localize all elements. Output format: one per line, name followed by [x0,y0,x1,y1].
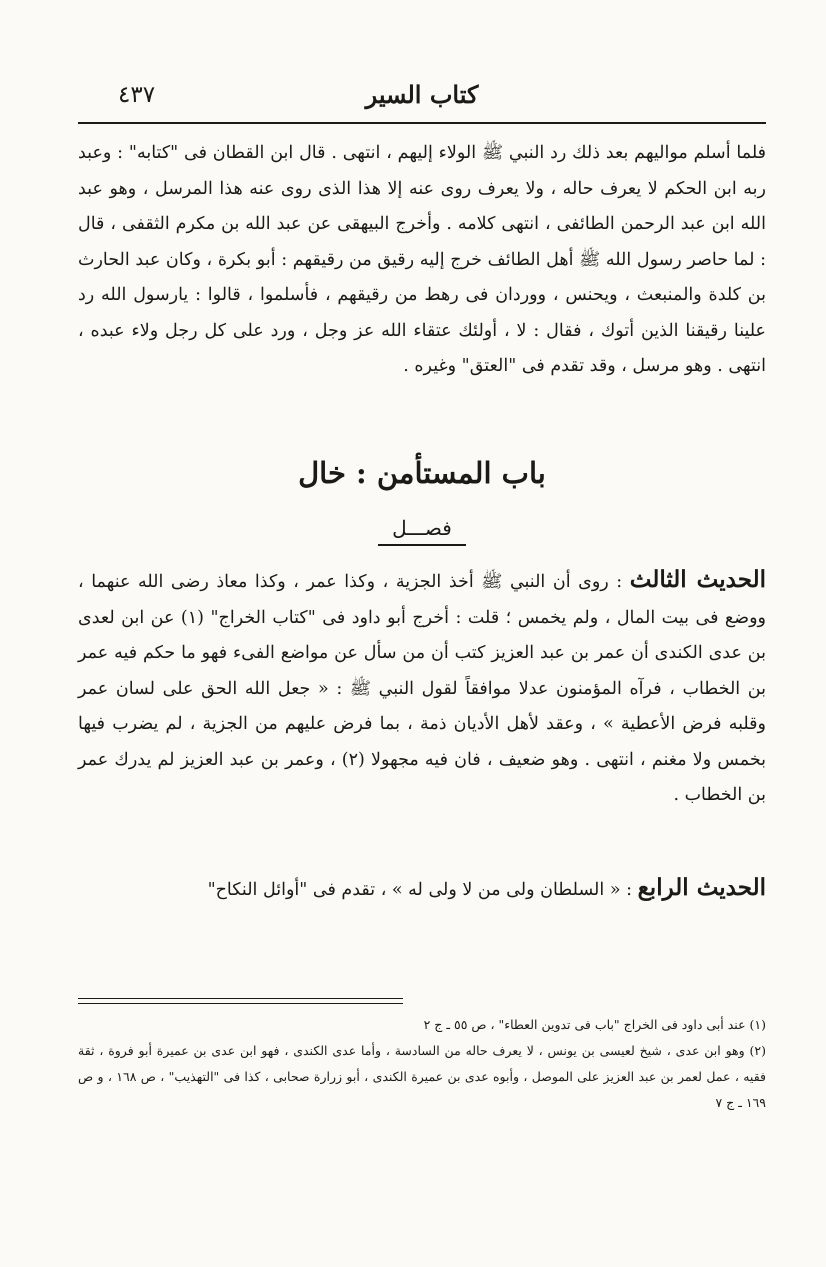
hadith-4-heading: الحديث الرابع [637,874,766,901]
running-title: كتاب السير [365,80,479,109]
footnotes [78,1012,766,1116]
section-title-label: فصـــل [378,516,466,546]
page-number: ٤٣٧ [118,82,156,108]
book-page [78,0,766,1267]
footnote-rule-double [78,1003,403,1004]
footnote-2: (٢) وهو ابن عدى ، شيخ لعيسى بن يونس ، لا يعرف حاله من السادسة ، وأما عدى الكندى ، فهو ابن عدى بن عميرة أبو فروة ، ثقة فقيه ، عمل لعمر بن عبد العزيز على الموصل ، وأبوه عدى بن عميرة الكندى ، أبو زرارة صحابى ، كذا فى "التهذيب" ، ص ١٦٨ ، و ص ١٦٩ ـ ج ٧ [78,1043,767,1110]
hadith-3-paragraph [78,562,766,814]
hadith-4-text: : « السلطان ولى من لا ولى له » ، تقدم فى "أوائل النكاح" [207,880,632,900]
page-header [78,80,766,114]
header-rule [78,122,766,124]
hadith-4-paragraph [78,870,766,909]
footnote-rule [78,998,403,999]
chapter-title: باب المستأمن : خال [298,456,546,490]
footnote-1: (١) عند أبى داود فى الخراج "باب فى تدوين العطاء" ، ص ٥٥ ـ ج ٢ [423,1017,766,1032]
section-title [78,516,766,540]
hadith-3-heading: الحديث الثالث [629,566,766,593]
hadith-3-text: : روى أن النبي ﷺ أخذ الجزية ، وكذا عمر ، وكذا معاذ رضى الله عنهما ، ووضع فى بيت المال ، ولم يخمس ؛ قلت : أخرج أبو داود فى "كتاب الخراج" (١) عن ابن لعدى بن عدى الكندى أن عمر بن عبد العزيز كتب أن من سأل عن مواضع الفىء فهو ما حكم فيه عمر بن الخطاب ، فرآه المؤمنون عدلا موافقاً لقول النبي ﷺ : « جعل الله الحق على لسان عمر وقلبه فرض الأعطية » ، وعقد لأهل الأديان ذمة ، بما فرض عليهم من الجزية ، لم يضرب فيها بخمس ولا مغنم ، انتهى . وهو ضعيف ، فان فيه مجهولا (٢) ، وعمر بن عبد العزيز لم يدرك عمر بن الخطاب . [78,572,766,805]
paragraph-1: فلما أسلم مواليهم بعد ذلك رد النبي ﷺ الولاء إليهم ، انتهى . قال ابن القطان فى "كتابه" : وعبد ربه ابن الحكم لا يعرف حاله ، ولا يعرف روى عنه إلا هذا الذى روى عنه هذا المرسل ، وهو عبد الله ابن عبد الرحمن الطائفى ، انتهى كلامه . وأخرج البيهقى عن عبد الله بن مكرم الثقفى ، قال : لما حاصر رسول الله ﷺ أهل الطائف خرج إليه رقيق من رقيقهم : أبو بكرة ، وكان عبد الحارث بن كلدة والمنبعث ، ويحنس ، ووردان فى رهط من رقيقهم ، فأسلموا ، قالوا : يارسول الله رد علينا رقيقنا الذين أتوك ، فقال : لا ، أولئك عتقاء الله عز وجل ، ورد على كل رجل ولاء عبده ، انتهى . وهو مرسل ، وقد تقدم فى "العتق" وغيره . [78,143,766,376]
